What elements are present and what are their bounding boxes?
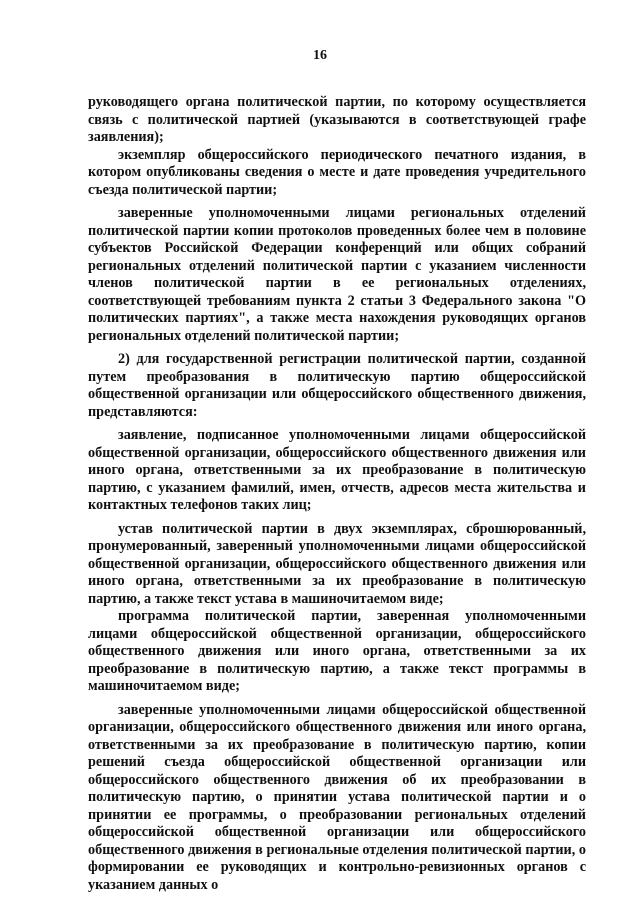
body-text [88,94,586,894]
page-number: 16 [313,48,327,63]
paragraph-4: 2) для государственной регистрации политической партии, созданной путем преобразования в политическую партию общероссийской общественной организации или общероссийского общественного движения, представляются: [88,351,586,420]
paragraph-5: заявление, подписанное уполномоченными лицами общероссийской общественной организации, общероссийского общественного движения или иного органа, ответственными за их преобразование в политическую партию, с указанием фамилий, имен, отчеств, адресов места жительства и контактных телефонов таких лиц; [88,427,586,513]
paragraph-3: заверенные уполномоченными лицами региональных отделений политической партии копии протоколов проведенных более чем в половине субъектов Российской Федерации конференций или общих собраний региональных отделений политической партии с указанием численности членов политической партии в ее региональных отделениях, соответствующей требованиям пункта 2 статьи 3 Федерального закона "О политических партиях", а также места нахождения руководящих органов региональных отделений политической партии; [88,205,586,344]
paragraph-1: руководящего органа политической партии, по которому осуществляется связь с политической партией (указываются в соответствующей графе заявления); [88,94,586,145]
paragraph-2: экземпляр общероссийского периодического печатного издания, в котором опубликованы сведения о месте и дате проведения учредительного съезда политической партии; [88,146,586,198]
paragraph-8: заверенные уполномоченными лицами общероссийской общественной организации, общероссийского общественного движения или иного органа, ответственными за их преобразование в политическую партию, копии решений съезда общероссийской общественной организации или общероссийского общественного движения об их преобразовании в политическую партию, о принятии устава политической партии и о принятии ее программы, о преобразовании региональных отделений общероссийской общественной организации или общероссийского общественного движения в региональные отделения политической партии, о формировании ее руководящих и контрольно-ревизионных органов с указанием данных о [88,701,586,893]
paragraph-7: программа политической партии, заверенная уполномоченными лицами общероссийской общественной организации, общероссийского общественного движения или иного органа, ответственными за их преобразование в политическую партию, а также текст программы в машиночитаемом виде; [88,608,586,694]
paragraph-6: устав политической партии в двух экземплярах, сброшюрованный, пронумерованный, заверенный уполномоченными лицами общероссийской общественной организации, общероссийского общественного движения или иного органа, ответственными за их преобразование в политическую партию, а также текст устава в машиночитаемом виде; [88,520,586,607]
